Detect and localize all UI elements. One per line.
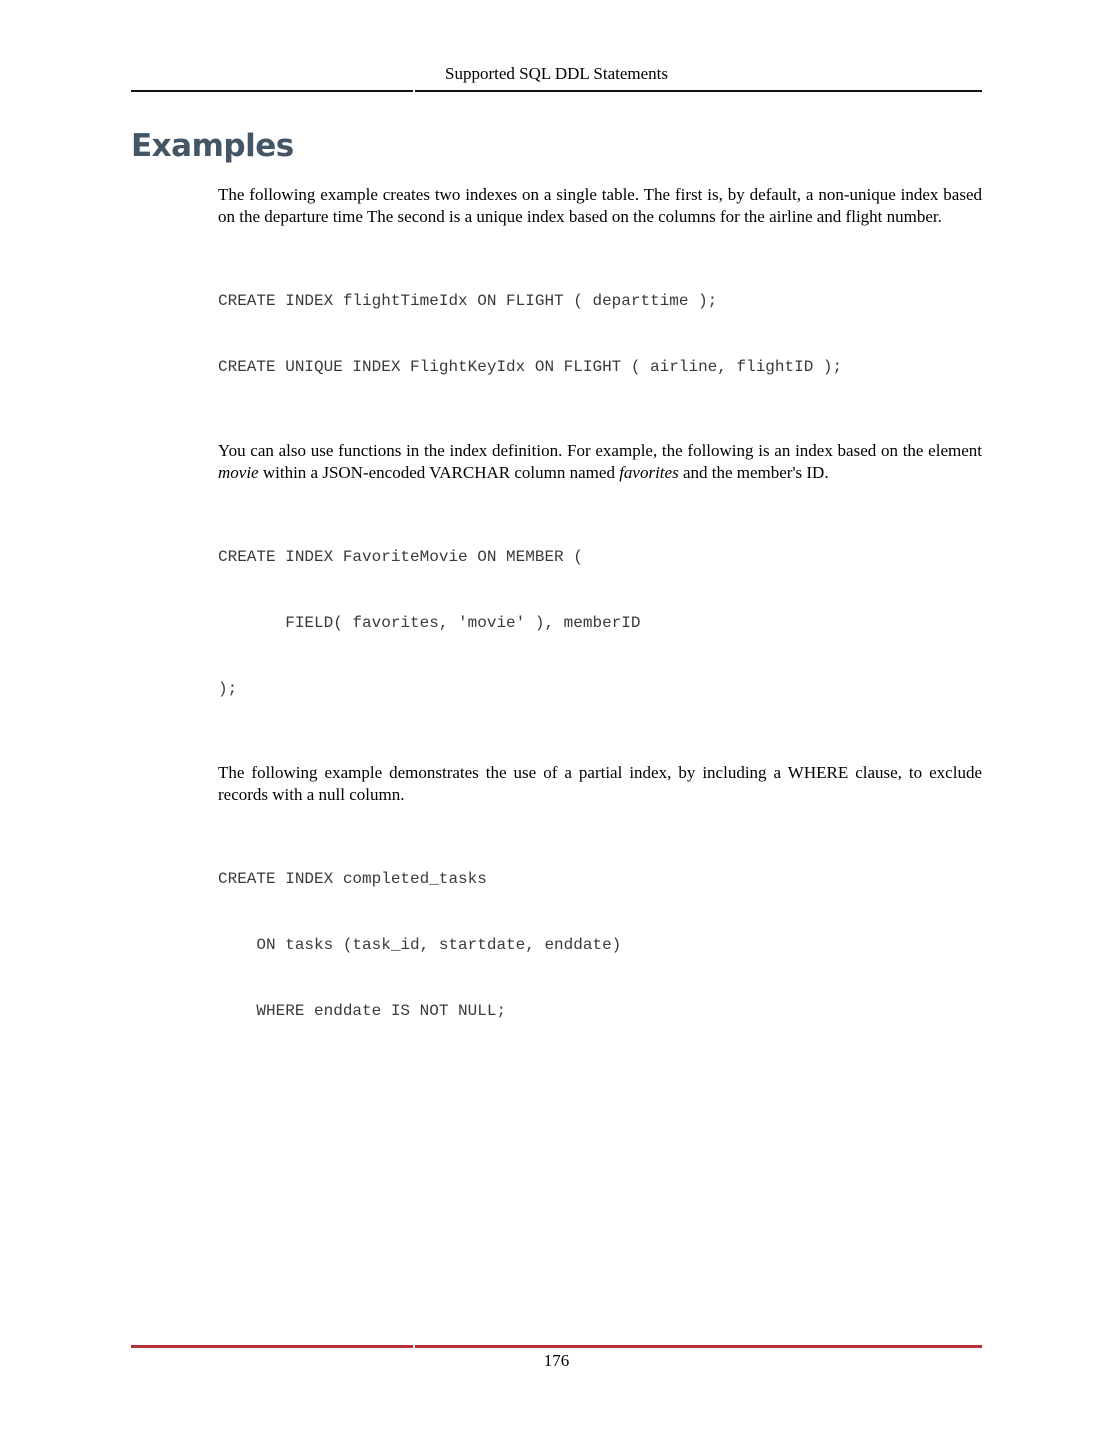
paragraph-text: within a JSON-encoded VARCHAR column named [258, 463, 620, 482]
code-line: CREATE UNIQUE INDEX FlightKeyIdx ON FLIGHT ( airline, flightID ); [218, 358, 843, 376]
header-rule [131, 90, 982, 92]
footer-rule [131, 1345, 982, 1348]
code-line: CREATE INDEX completed_tasks [218, 870, 487, 888]
code-block-flight-indexes [218, 246, 982, 422]
code-line: ON tasks (task_id, startdate, enddate) [218, 936, 622, 954]
page-number: 176 [543, 1351, 570, 1370]
code-line: FIELD( favorites, 'movie' ), memberID [218, 614, 641, 632]
running-header: Supported SQL DDL Statements [444, 64, 669, 83]
code-line: ); [218, 680, 238, 698]
code-block-favorite-movie [218, 502, 982, 744]
paragraph-functions [218, 440, 982, 484]
paragraph-text: You can also use functions in the index definition. For example, the following is an index based on the element [218, 441, 982, 460]
emphasis-favorites: favorites [619, 463, 679, 482]
paragraph-text: and the member's ID. [678, 463, 829, 482]
paragraph-intro: The following example creates two indexes on a single table. The first is, by default, a non-unique index based on the departure time The second is a unique index based on the columns for the airline and flight number. [218, 185, 982, 226]
code-line: CREATE INDEX FavoriteMovie ON MEMBER ( [218, 548, 583, 566]
content-body [218, 184, 982, 1084]
code-line: CREATE INDEX flightTimeIdx ON FLIGHT ( departtime ); [218, 292, 718, 310]
emphasis-movie: movie [218, 463, 259, 482]
paragraph-partial-index: The following example demonstrates the use of a partial index, by including a WHERE clause, to exclude records with a null column. [218, 763, 982, 804]
code-line: WHERE enddate IS NOT NULL; [218, 1002, 507, 1020]
section-title: Examples [131, 128, 294, 164]
code-block-completed-tasks [218, 824, 982, 1066]
